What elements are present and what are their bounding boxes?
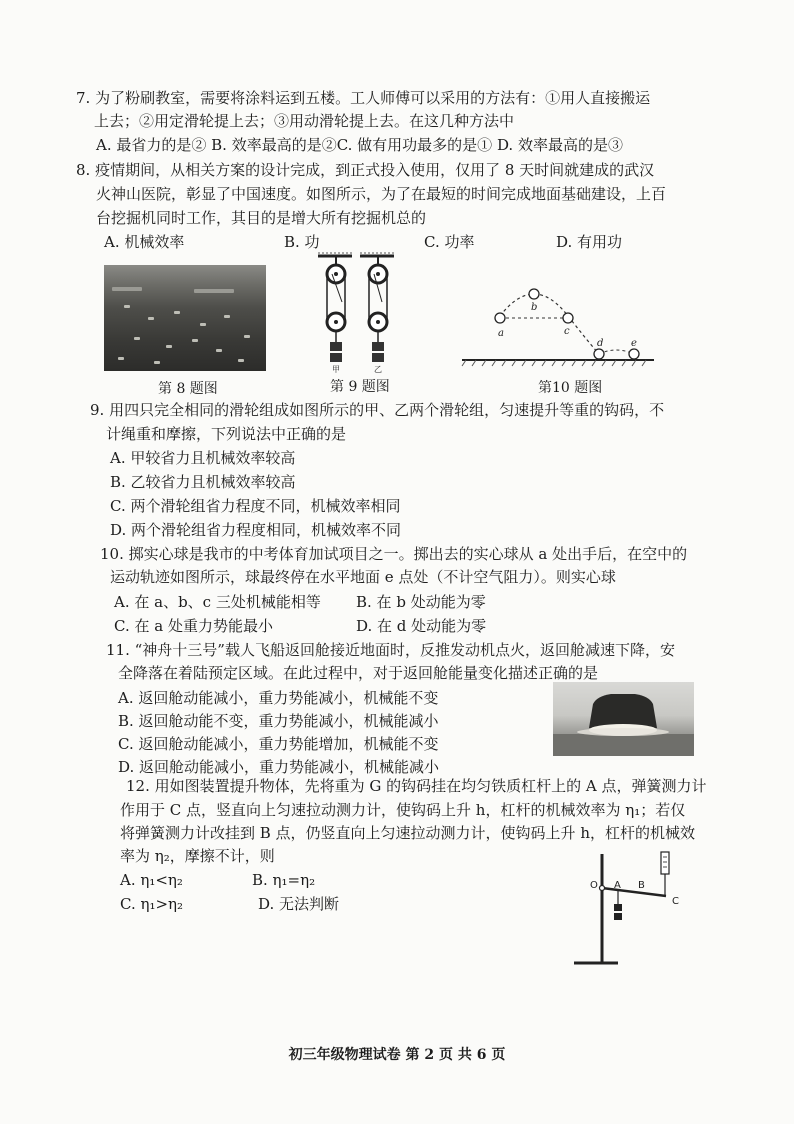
q9-line1: 9. 用四只完全相同的滑轮组成如图所示的甲、乙两个滑轮组，匀速提升等重的钩码，不 — [90, 401, 665, 419]
q12-line2: 作用于 C 点，竖直向上匀速拉动测力计，使钩码上升 h，杠杆的机械效率为 η₁；若仅 — [120, 801, 686, 819]
q10-line2: 运动轨迹如图所示，球最终停在水平地面 e 点处（不计空气阻力）。则实心球 — [110, 568, 616, 586]
q8-line3: 台挖掘机同时工作，其目的是增大所有挖掘机总的 — [96, 209, 427, 227]
q8-option-b: B. 功 — [284, 233, 320, 251]
lever-apparatus-figure — [570, 844, 690, 970]
fig9-caption: 第 9 题图 — [330, 379, 390, 395]
lever-label-o: O — [590, 880, 598, 891]
q12-option-d: D. 无法判断 — [258, 895, 340, 913]
q8-option-d: D. 有用功 — [556, 233, 623, 251]
ball-trajectory-figure — [458, 280, 658, 372]
q12-option-c: C. η₁>η₂ — [120, 895, 184, 913]
q8-option-a: A. 机械效率 — [104, 233, 185, 251]
point-e-label: e — [631, 338, 637, 349]
excavator-site-photo — [104, 265, 266, 371]
pulley-label-yi: 乙 — [374, 365, 382, 374]
q11-option-c: C. 返回舱动能减小，重力势能增加，机械能不变 — [118, 735, 439, 753]
q12-option-b: B. η₁=η₂ — [252, 871, 316, 889]
lever-label-c: C — [672, 896, 679, 907]
capsule-image — [553, 682, 694, 756]
q8-option-c: C. 功率 — [424, 233, 475, 251]
lever-label-b: B — [638, 880, 645, 891]
q9-option-b: B. 乙较省力且机械效率较高 — [110, 473, 296, 491]
point-a-label: a — [498, 328, 504, 339]
q9-option-c: C. 两个滑轮组省力程度不同，机械效率相同 — [110, 497, 401, 515]
q9-option-a: A. 甲较省力且机械效率较高 — [110, 449, 296, 467]
q11-line1: 11. “神舟十三号”载人飞船返回舱接近地面时，反推发动机点火，返回舱减速下降，安 — [106, 641, 675, 659]
q12-option-a: A. η₁<η₂ — [120, 871, 183, 889]
pulley-label-jia: 甲 — [332, 365, 340, 374]
q9-line2: 计绳重和摩擦，下列说法中正确的是 — [106, 425, 347, 443]
point-b-label: b — [531, 302, 538, 313]
point-d-label: d — [597, 338, 604, 349]
q10-option-b: B. 在 b 处动能为零 — [356, 593, 486, 611]
q11-option-b: B. 返回舱动能不变，重力势能减小，机械能减小 — [118, 712, 439, 730]
q12-line3: 将弹簧测力计改挂到 B 点，仍竖直向上匀速拉动测力计，使钩码上升 h，杠杆的机械效 — [120, 824, 695, 842]
lever-label-a: A — [614, 880, 621, 891]
q10-option-d: D. 在 d 处动能为零 — [356, 617, 487, 635]
q10-option-c: C. 在 a 处重力势能最小 — [114, 617, 273, 635]
page-footer: 初三年级物理试卷 第 2 页 共 6 页 — [288, 1047, 506, 1063]
fig8-caption: 第 8 题图 — [158, 381, 218, 397]
q11-line2: 全降落在着陆预定区域。在此过程中，对于返回舱能量变化描述正确的是 — [118, 664, 599, 682]
q9-option-d: D. 两个滑轮组省力程度相同，机械效率不同 — [110, 521, 402, 539]
q8-line2: 火神山医院，彰显了中国速度。如图所示，为了在最短的时间完成地面基础建设，上百 — [96, 185, 667, 203]
q12-line4: 率为 η₂，摩擦不计，则 — [120, 847, 275, 865]
q11-option-d: D. 返回舱动能减小，重力势能减小，机械能减小 — [118, 758, 440, 776]
q7-line2: 上去；②用定滑轮提上去；③用动滑轮提上去。在这几种方法中 — [94, 112, 515, 130]
q7-options: A. 最省力的是② B. 效率最高的是②C. 做有用功最多的是① D. 效率最高的是③ — [96, 136, 623, 154]
return-capsule-photo — [553, 682, 694, 756]
point-c-label: c — [564, 326, 570, 337]
q7-line1: 7. 为了粉刷教室，需要将涂料运到五楼。工人师傅可以采用的方法有：①用人直接搬运 — [76, 89, 651, 107]
q11-option-a: A. 返回舱动能减小，重力势能减小，机械能不变 — [118, 689, 439, 707]
q8-line1: 8. 疫情期间，从相关方案的设计完成，到正式投入使用，仅用了 8 天时间就建成的武汉 — [76, 161, 655, 179]
q12-line1: 12. 用如图装置提升物体，先将重为 G 的钩码挂在均匀铁质杠杆上的 A 点，弹簧测力计 — [126, 777, 707, 795]
pulley-systems-figure — [312, 252, 402, 374]
fig10-caption: 第10 题图 — [538, 380, 603, 396]
q10-option-a: A. 在 a、b、c 三处机械能相等 — [114, 593, 321, 611]
q10-line1: 10. 掷实心球是我市的中考体育加试项目之一。掷出去的实心球从 a 处出手后，在空中的 — [100, 545, 688, 563]
